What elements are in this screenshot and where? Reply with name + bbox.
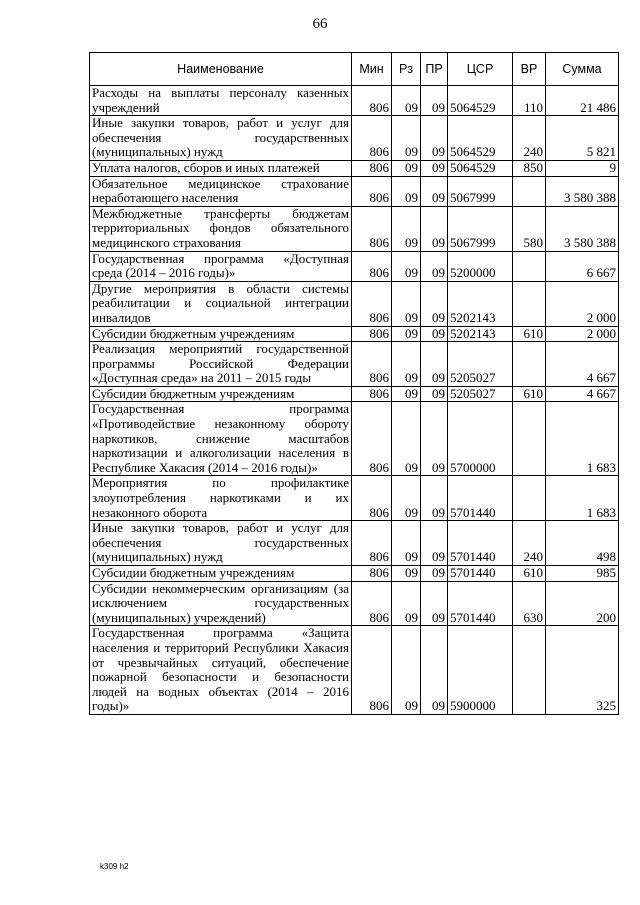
- cell-name: Другие мероприятия в области системы реабилитации и социальной интеграции инвалидов: [90, 281, 352, 326]
- document-code: k309 h2: [100, 862, 129, 871]
- cell-sum: 5 821: [546, 116, 619, 161]
- cell-vr: 610: [513, 386, 546, 402]
- cell-name: Субсидии бюджетным учреждениям: [90, 326, 352, 342]
- cell-rz: 09: [392, 402, 421, 476]
- cell-sum: 9: [546, 160, 619, 176]
- cell-vr: [513, 281, 546, 326]
- cell-vr: 630: [513, 581, 546, 626]
- table-row: [90, 581, 619, 626]
- cell-name: Государственная программа «Защита населения и территорий Республики Хакасия от чрезвычайных ситуаций, обеспечение пожарной безопасности и безопасности людей на водных объектах (2014 – 2016 годы)»: [90, 626, 352, 715]
- cell-name: Расходы на выплаты персоналу казенных учреждений: [90, 86, 352, 116]
- cell-vr: [513, 402, 546, 476]
- cell-pr: 09: [421, 581, 448, 626]
- cell-min: 806: [352, 581, 392, 626]
- cell-sum: 6 667: [546, 251, 619, 281]
- table-row: [90, 566, 619, 582]
- cell-rz: 09: [392, 206, 421, 251]
- cell-pr: 09: [421, 326, 448, 342]
- cell-rz: 09: [392, 626, 421, 715]
- cell-csr: 5064529: [448, 160, 513, 176]
- cell-name: Субсидии некоммерческим организациям (за исключением государственных (муниципальных) учреждений): [90, 581, 352, 626]
- cell-name: Субсидии бюджетным учреждениям: [90, 566, 352, 582]
- cell-min: 806: [352, 251, 392, 281]
- cell-sum: 985: [546, 566, 619, 582]
- table-row: [90, 521, 619, 566]
- cell-pr: 09: [421, 206, 448, 251]
- cell-min: 806: [352, 281, 392, 326]
- cell-min: 806: [352, 521, 392, 566]
- header-csr: ЦСР: [448, 53, 513, 86]
- cell-sum: 498: [546, 521, 619, 566]
- header-vr: ВР: [513, 53, 546, 86]
- cell-csr: 5200000: [448, 251, 513, 281]
- cell-vr: 110: [513, 86, 546, 116]
- cell-rz: 09: [392, 566, 421, 582]
- cell-rz: 09: [392, 176, 421, 206]
- cell-sum: 4 667: [546, 386, 619, 402]
- table-row: [90, 342, 619, 387]
- cell-name: Реализация мероприятий государственной программы Российской Федерации «Доступная среда» на 2011 – 2015 годы: [90, 342, 352, 387]
- cell-name: Государственная программа «Доступная среда (2014 – 2016 годы)»: [90, 251, 352, 281]
- cell-vr: 240: [513, 521, 546, 566]
- cell-name: Государственная программа «Противодействие незаконному обороту наркотиков, снижение масштабов наркотизации и алкоголизации населения в Республике Хакасия (2014 – 2016 годы)»: [90, 402, 352, 476]
- table-row: [90, 476, 619, 521]
- cell-rz: 09: [392, 581, 421, 626]
- header-pr: ПР: [421, 53, 448, 86]
- cell-vr: 240: [513, 116, 546, 161]
- cell-sum: 2 000: [546, 281, 619, 326]
- cell-pr: 09: [421, 86, 448, 116]
- cell-name: Иные закупки товаров, работ и услуг для обеспечения государственных (муниципальных) нужд: [90, 521, 352, 566]
- table-row: [90, 160, 619, 176]
- cell-min: 806: [352, 176, 392, 206]
- table-row: [90, 626, 619, 715]
- cell-pr: 09: [421, 116, 448, 161]
- cell-vr: 580: [513, 206, 546, 251]
- cell-pr: 09: [421, 476, 448, 521]
- cell-rz: 09: [392, 342, 421, 387]
- cell-min: 806: [352, 116, 392, 161]
- cell-vr: 610: [513, 566, 546, 582]
- cell-sum: 2 000: [546, 326, 619, 342]
- cell-csr: 5900000: [448, 626, 513, 715]
- cell-sum: 1 683: [546, 402, 619, 476]
- cell-csr: 5701440: [448, 521, 513, 566]
- cell-rz: 09: [392, 86, 421, 116]
- cell-vr: 610: [513, 326, 546, 342]
- cell-rz: 09: [392, 521, 421, 566]
- cell-csr: 5700000: [448, 402, 513, 476]
- cell-vr: 850: [513, 160, 546, 176]
- cell-pr: 09: [421, 342, 448, 387]
- cell-sum: 3 580 388: [546, 176, 619, 206]
- cell-rz: 09: [392, 476, 421, 521]
- cell-csr: 5701440: [448, 566, 513, 582]
- table-row: [90, 326, 619, 342]
- cell-min: 806: [352, 386, 392, 402]
- table-row: [90, 402, 619, 476]
- cell-min: 806: [352, 160, 392, 176]
- cell-rz: 09: [392, 116, 421, 161]
- table-header-row: [90, 53, 619, 86]
- cell-sum: 3 580 388: [546, 206, 619, 251]
- cell-csr: 5205027: [448, 342, 513, 387]
- table-row: [90, 281, 619, 326]
- cell-sum: 21 486: [546, 86, 619, 116]
- cell-vr: [513, 476, 546, 521]
- cell-min: 806: [352, 206, 392, 251]
- table-row: [90, 386, 619, 402]
- cell-name: Обязательное медицинское страхование неработающего населения: [90, 176, 352, 206]
- cell-pr: 09: [421, 521, 448, 566]
- cell-csr: 5202143: [448, 281, 513, 326]
- cell-min: 806: [352, 402, 392, 476]
- cell-rz: 09: [392, 281, 421, 326]
- budget-table: [89, 52, 619, 715]
- cell-pr: 09: [421, 566, 448, 582]
- cell-name: Уплата налогов, сборов и иных платежей: [90, 160, 352, 176]
- cell-min: 806: [352, 626, 392, 715]
- page-number: 66: [312, 16, 328, 32]
- cell-csr: 5064529: [448, 86, 513, 116]
- cell-min: 806: [352, 86, 392, 116]
- cell-name: Межбюджетные трансферты бюджетам территориальных фондов обязательного медицинского страхования: [90, 206, 352, 251]
- header-rz: Рз: [392, 53, 421, 86]
- table-row: [90, 86, 619, 116]
- cell-csr: 5701440: [448, 476, 513, 521]
- cell-rz: 09: [392, 160, 421, 176]
- table-row: [90, 206, 619, 251]
- cell-vr: [513, 176, 546, 206]
- cell-vr: [513, 342, 546, 387]
- cell-pr: 09: [421, 386, 448, 402]
- cell-pr: 09: [421, 626, 448, 715]
- cell-csr: 5067999: [448, 206, 513, 251]
- cell-min: 806: [352, 342, 392, 387]
- cell-csr: 5067999: [448, 176, 513, 206]
- cell-name: Мероприятия по профилактике злоупотребления наркотиками и их незаконного оборота: [90, 476, 352, 521]
- cell-csr: 5064529: [448, 116, 513, 161]
- cell-rz: 09: [392, 326, 421, 342]
- cell-pr: 09: [421, 281, 448, 326]
- cell-sum: 325: [546, 626, 619, 715]
- cell-csr: 5701440: [448, 581, 513, 626]
- cell-vr: [513, 626, 546, 715]
- header-min: Мин: [352, 53, 392, 86]
- table-row: [90, 116, 619, 161]
- cell-name: Субсидии бюджетным учреждениям: [90, 386, 352, 402]
- cell-pr: 09: [421, 176, 448, 206]
- cell-name: Иные закупки товаров, работ и услуг для обеспечения государственных (муниципальных) нужд: [90, 116, 352, 161]
- cell-min: 806: [352, 326, 392, 342]
- cell-pr: 09: [421, 402, 448, 476]
- header-sum: Сумма: [546, 53, 619, 86]
- cell-pr: 09: [421, 251, 448, 281]
- cell-csr: 5202143: [448, 326, 513, 342]
- cell-sum: 1 683: [546, 476, 619, 521]
- cell-min: 806: [352, 566, 392, 582]
- cell-csr: 5205027: [448, 386, 513, 402]
- cell-min: 806: [352, 476, 392, 521]
- cell-pr: 09: [421, 160, 448, 176]
- table-row: [90, 176, 619, 206]
- cell-sum: 4 667: [546, 342, 619, 387]
- cell-sum: 200: [546, 581, 619, 626]
- cell-rz: 09: [392, 251, 421, 281]
- header-name: Наименование: [90, 53, 352, 86]
- cell-rz: 09: [392, 386, 421, 402]
- cell-vr: [513, 251, 546, 281]
- table-row: [90, 251, 619, 281]
